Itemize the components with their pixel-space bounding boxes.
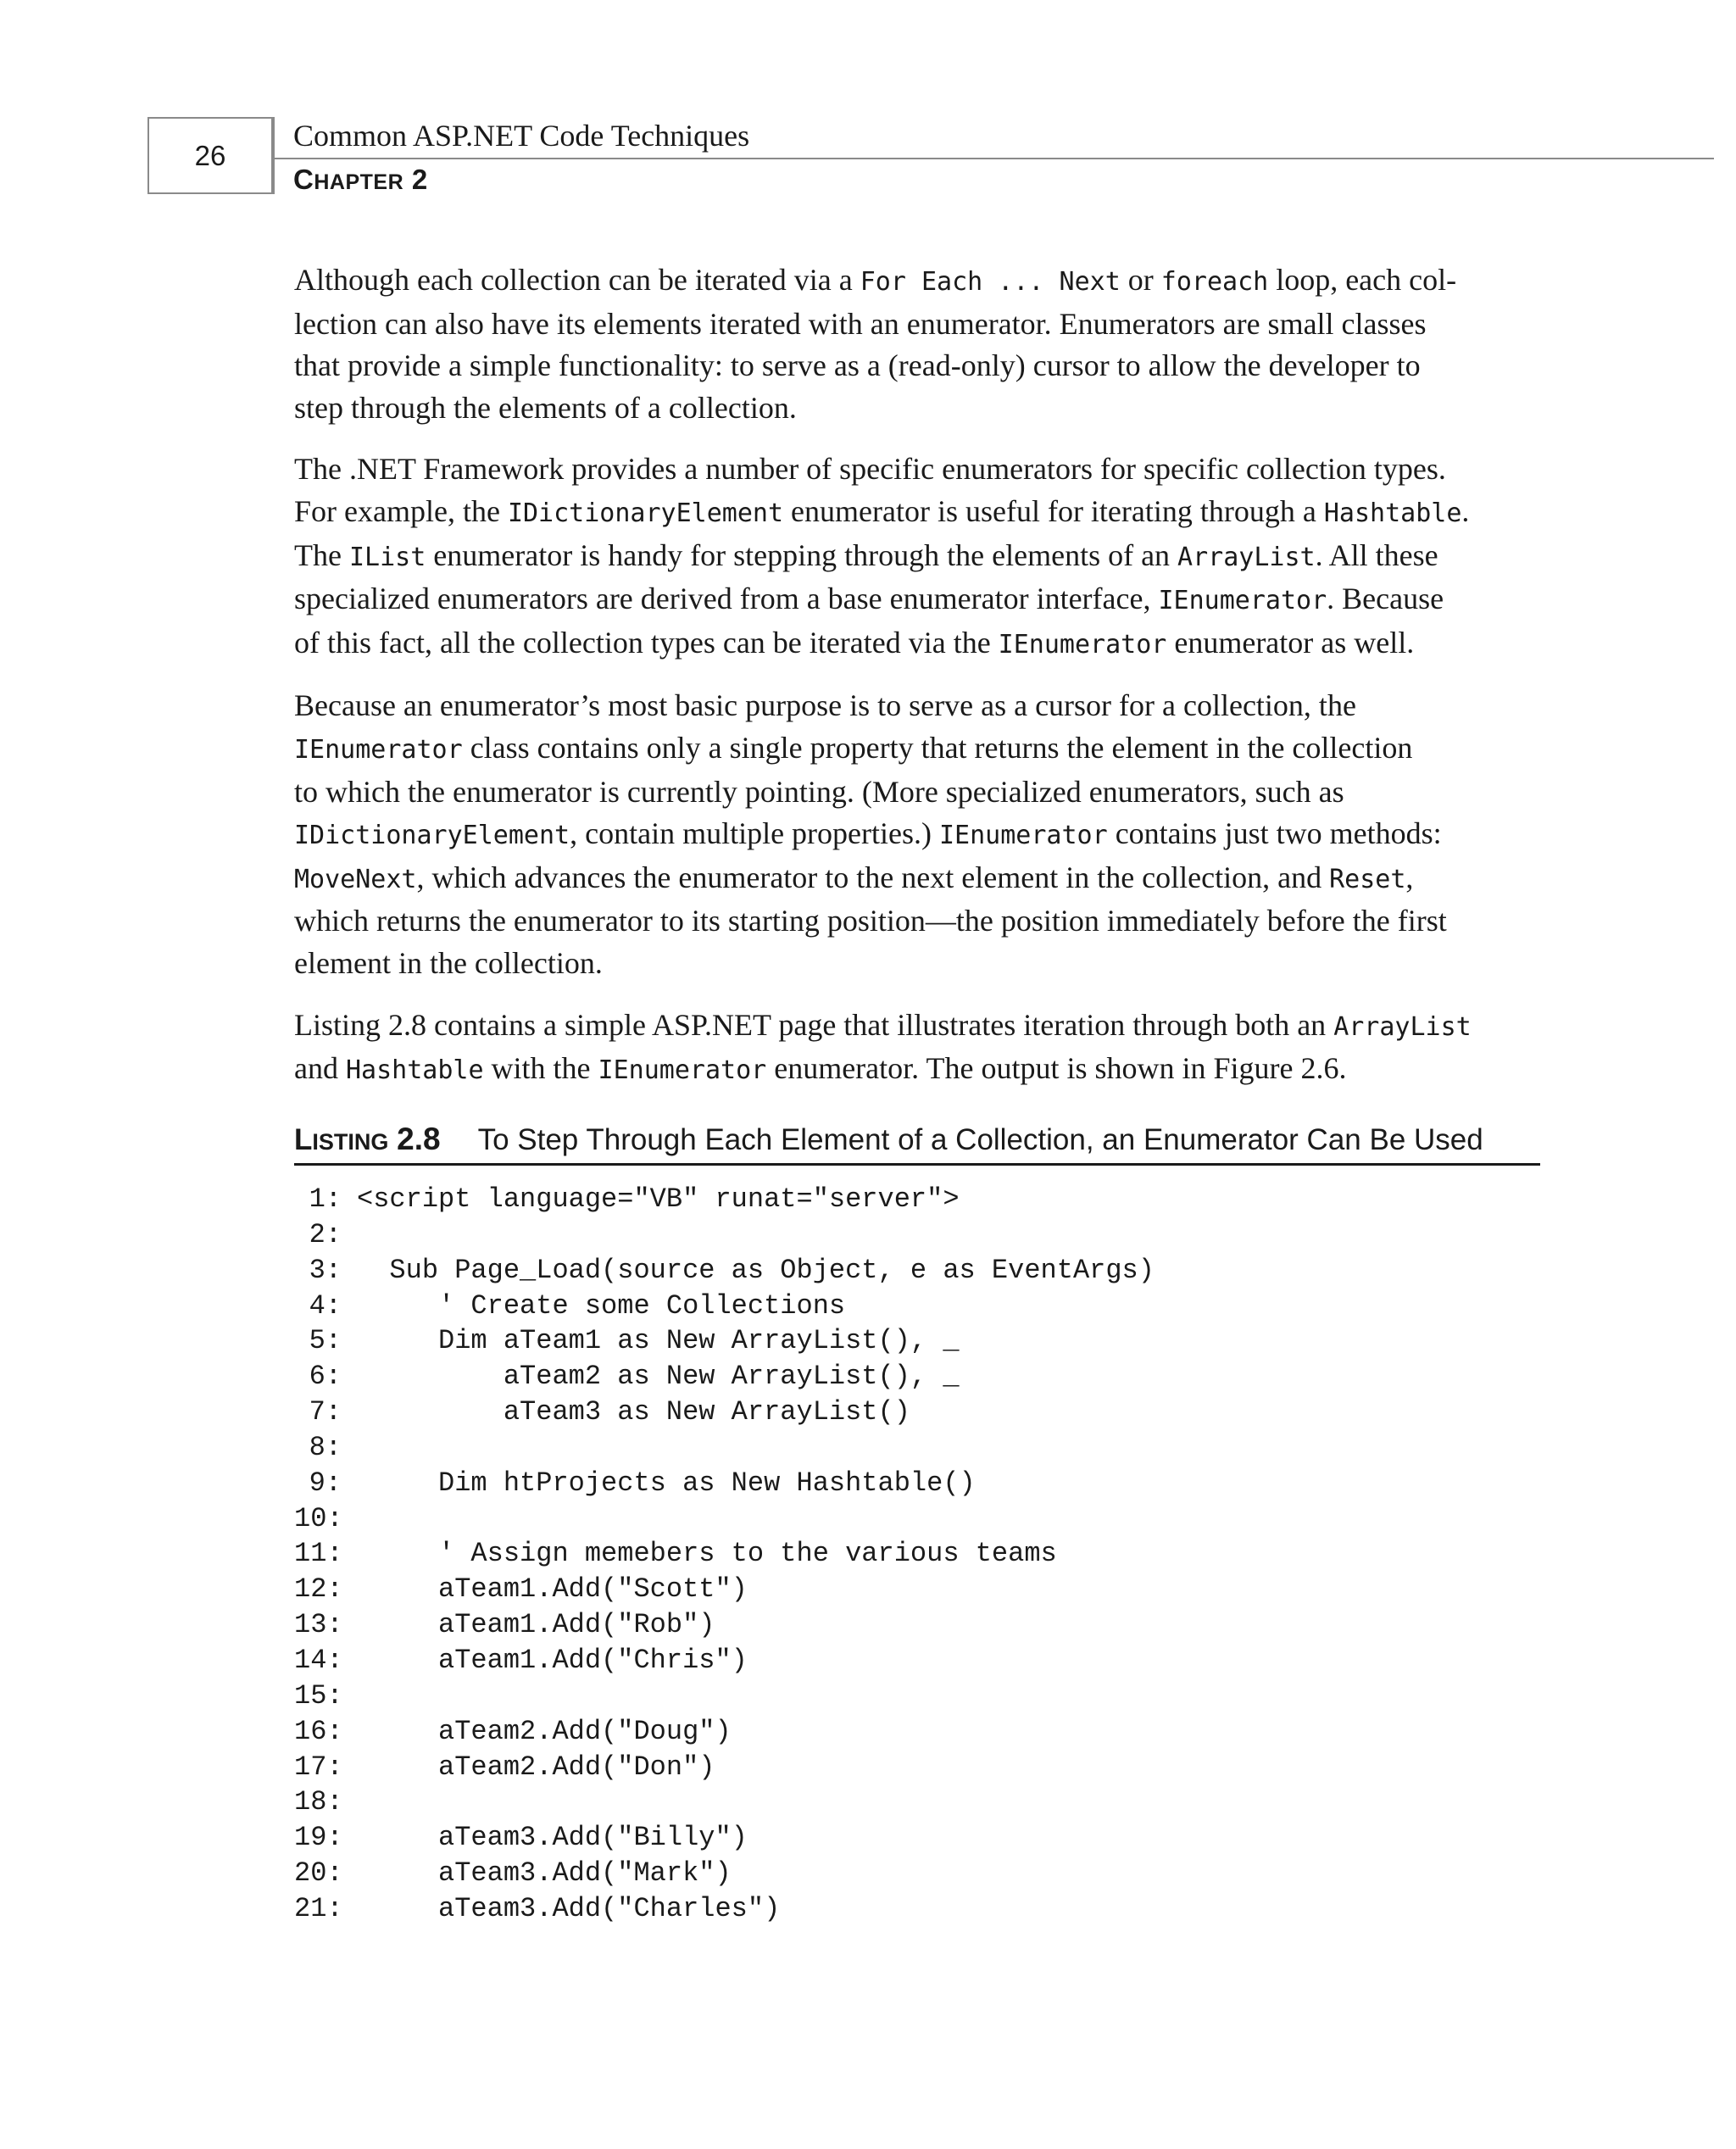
inline-code: ArrayList (1333, 1011, 1472, 1042)
code-line-number: 21: (294, 1892, 343, 1924)
paragraph-1 (294, 259, 1549, 429)
text-line: element in the collection. (294, 945, 603, 980)
inline-code: ArrayList (1177, 542, 1316, 572)
code-line (294, 1395, 1155, 1430)
page-number-text: 26 (194, 139, 226, 171)
inline-code: Hashtable (1323, 498, 1462, 528)
code-line-text: Dim htProjects as New Hashtable() (357, 1467, 976, 1499)
text-run: and (294, 1051, 346, 1086)
code-line-text: aTeam2 as New ArrayList(), _ (357, 1361, 960, 1393)
text-run: . Because (1327, 582, 1444, 616)
header-horizontal-rule (273, 158, 1714, 159)
code-line-text: aTeam3 as New ArrayList() (357, 1396, 910, 1428)
inline-code: IList (348, 542, 426, 572)
code-line (294, 1289, 1155, 1324)
code-line (294, 1750, 1155, 1785)
text-run: , which advances the enumerator to the next element in the collection, and (416, 860, 1330, 894)
code-line-number: 9: (309, 1467, 342, 1499)
text-run: . (1461, 493, 1470, 528)
text-run: enumerator is handy for stepping through the elements of an (426, 537, 1178, 572)
code-line-text: aTeam3.Add("Charles") (357, 1892, 781, 1924)
code-line (294, 1253, 1155, 1289)
chapter-label (293, 163, 428, 199)
inline-code: IEnumerator (998, 629, 1167, 660)
code-line-text: <script language="VB" runat="server"> (357, 1183, 960, 1215)
code-line-text: Dim aTeam1 as New ArrayList(), _ (357, 1325, 960, 1357)
body-text (294, 259, 1549, 1111)
paragraph-3 (294, 685, 1549, 984)
inline-code: IDictionaryElement (294, 821, 570, 851)
code-line (294, 1536, 1155, 1572)
text-line (294, 727, 1549, 771)
text-line (294, 1048, 1549, 1092)
code-line-text: ' Assign memebers to the various teams (357, 1538, 1057, 1570)
code-line-number: 14: (294, 1644, 343, 1676)
text-run: The (294, 537, 349, 572)
text-run: class contains only a single property that returns the element in the collection (462, 730, 1413, 765)
text-run: , contain multiple properties.) (570, 816, 939, 851)
code-line (294, 1714, 1155, 1750)
code-line-number: 4: (309, 1289, 342, 1322)
text-line (294, 491, 1549, 535)
text-line: Because an enumerator’s most basic purpose is to serve as a cursor for a collection, the (294, 688, 1356, 723)
code-line-text: Sub Page_Load(source as Object, e as EventArgs) (357, 1254, 1155, 1286)
code-line (294, 1466, 1155, 1501)
listing-label-initial: L (294, 1123, 313, 1156)
text-run: of this fact, all the collection types can be iterated via the (294, 625, 999, 660)
code-line (294, 1572, 1155, 1607)
code-line (294, 1607, 1155, 1643)
code-line-number: 13: (294, 1609, 343, 1641)
code-line-text: aTeam1.Add("Chris") (357, 1644, 748, 1676)
code-line-number: 2: (309, 1218, 342, 1250)
code-line (294, 1217, 1155, 1253)
code-line-text: aTeam1.Add("Rob") (357, 1609, 715, 1641)
text-line (294, 535, 1549, 579)
code-line (294, 1430, 1155, 1466)
text-run: or (1120, 263, 1161, 297)
text-line: The .NET Framework provides a number of specific enumerators for specific collection types. (294, 452, 1446, 487)
inline-code: IEnumerator (939, 821, 1108, 851)
inline-code: For Each ... Next (860, 267, 1121, 297)
code-line (294, 1501, 1155, 1537)
inline-code: IEnumerator (294, 734, 463, 765)
text-line: lection can also have its elements iterated with an enumerator. Enumerators are small classes (294, 306, 1427, 341)
code-line-text: aTeam2.Add("Doug") (357, 1715, 732, 1747)
book-title: Common ASP.NET Code Techniques (293, 119, 750, 153)
code-line-text: aTeam3.Add("Billy") (357, 1822, 748, 1854)
code-line-text: aTeam3.Add("Mark") (357, 1857, 732, 1890)
text-line (294, 259, 1549, 303)
code-line (294, 1643, 1155, 1679)
code-line-number: 1: (309, 1183, 342, 1215)
code-line-text: ' Create some Collections (357, 1289, 846, 1322)
text-run: specialized enumerators are derived from a base enumerator interface, (294, 582, 1159, 616)
listing-rule (294, 1163, 1540, 1166)
text-line (294, 622, 1549, 666)
text-run: with the (483, 1051, 598, 1086)
code-line (294, 1856, 1155, 1891)
code-line-number: 11: (294, 1538, 343, 1570)
code-listing (294, 1182, 1155, 1927)
inline-code: Hashtable (345, 1055, 484, 1086)
text-line (294, 857, 1549, 901)
listing-label-rest: ISTING (312, 1129, 389, 1155)
code-line (294, 1679, 1155, 1714)
text-line (294, 813, 1549, 857)
code-line-text: aTeam2.Add("Don") (357, 1751, 715, 1783)
code-line-number: 12: (294, 1573, 343, 1606)
text-run: Listing 2.8 contains a simple ASP.NET page that illustrates iteration through both an (294, 1007, 1334, 1042)
chapter-initial: C (293, 164, 314, 195)
code-line-number: 16: (294, 1715, 343, 1747)
text-line: to which the enumerator is currently pointing. (More specialized enumerators, such as (294, 774, 1344, 809)
text-line (294, 1005, 1549, 1049)
code-line-number: 17: (294, 1751, 343, 1783)
text-run: contains just two methods: (1107, 816, 1442, 851)
text-line: that provide a simple functionality: to serve as a (read-only) cursor to allow the developer to (294, 348, 1421, 383)
header-vertical-rule (273, 117, 275, 194)
text-line (294, 578, 1549, 622)
inline-code: MoveNext (294, 864, 417, 894)
listing-label (294, 1123, 441, 1156)
code-line (294, 1891, 1155, 1927)
code-line-number: 19: (294, 1822, 343, 1854)
text-run: , (1405, 860, 1414, 894)
inline-code: IEnumerator (598, 1055, 767, 1086)
chapter-rest: HAPTER (314, 170, 404, 194)
text-run: Although each collection can be iterated via a (294, 263, 860, 297)
code-line (294, 1323, 1155, 1359)
text-run: loop, each col- (1268, 263, 1457, 297)
text-line: which returns the enumerator to its starting position—the position immediately before the first (294, 904, 1447, 938)
inline-code: IEnumerator (1158, 586, 1327, 616)
paragraph-2 (294, 448, 1549, 665)
code-line-text: aTeam1.Add("Scott") (357, 1573, 748, 1606)
inline-code: Reset (1329, 864, 1406, 894)
code-line-number: 3: (309, 1254, 342, 1286)
listing-number: 2.8 (397, 1122, 441, 1156)
code-line-number: 5: (309, 1325, 342, 1357)
code-line (294, 1820, 1155, 1856)
listing-title: To Step Through Each Element of a Collection, an Enumerator Can Be Used (477, 1123, 1483, 1156)
code-line-number: 6: (309, 1361, 342, 1393)
code-line-number: 15: (294, 1679, 343, 1712)
text-run: enumerator is useful for iterating through a (783, 493, 1324, 528)
code-line (294, 1182, 1155, 1217)
code-line-number: 20: (294, 1857, 343, 1890)
page-number (147, 117, 273, 194)
listing-caption (294, 1121, 1540, 1161)
text-line: step through the elements of a collection. (294, 390, 797, 425)
code-line-number: 8: (309, 1431, 342, 1463)
code-line (294, 1784, 1155, 1820)
text-run: . All these (1315, 537, 1438, 572)
paragraph-4 (294, 1005, 1549, 1092)
text-run: For example, the (294, 493, 508, 528)
code-line-number: 10: (294, 1502, 343, 1534)
text-run: enumerator as well. (1166, 625, 1415, 660)
chapter-number: 2 (411, 164, 428, 195)
code-line-number: 7: (309, 1396, 342, 1428)
inline-code: foreach (1160, 267, 1269, 297)
code-line-number: 18: (294, 1786, 343, 1818)
code-line (294, 1359, 1155, 1395)
inline-code: IDictionaryElement (507, 498, 784, 528)
text-run: enumerator. The output is shown in Figure 2.6. (766, 1051, 1347, 1086)
